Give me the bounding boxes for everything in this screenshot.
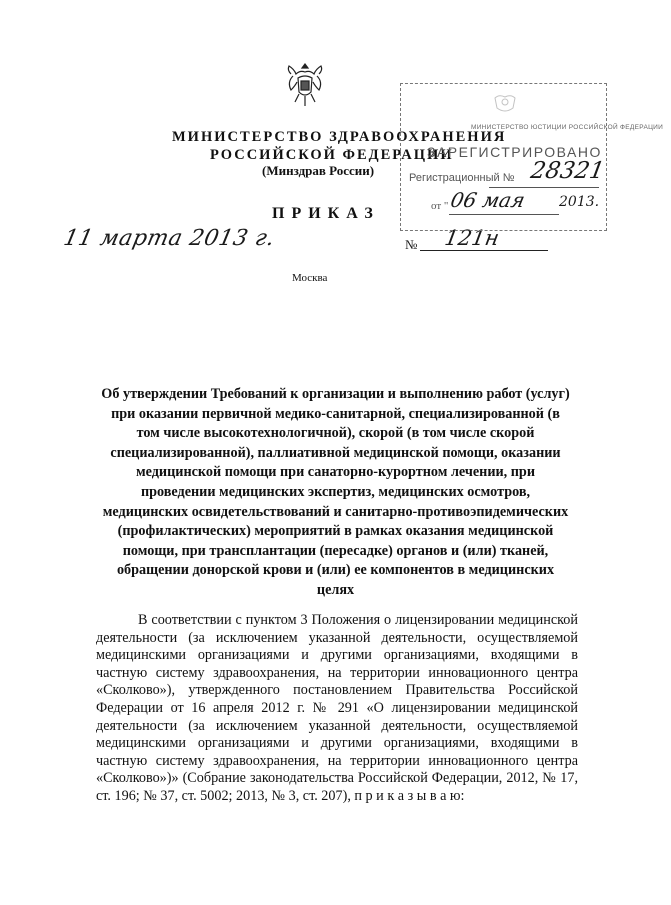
stamp-year: 2013. — [559, 194, 600, 210]
city: Москва — [292, 272, 328, 284]
stamp-reg-number-label: Регистрационный № — [409, 172, 515, 184]
order-number-underline — [420, 250, 548, 251]
stamp-header: МИНИСТЕРСТВО ЮСТИЦИИ РОССИЙСКОЙ ФЕДЕРАЦИИ — [471, 124, 664, 131]
stamp-date-underline — [449, 214, 559, 215]
body-paragraph: В соответствии с пунктом 3 Положения о лицензировании медицинской деятельности (за исключением указанной деятельности, осуществляемой медицинскими организациями и другими организациями, входящими в частную систему здравоохранения, на территории инновационного центра «Сколково»), утвержденного постановлением Правительства Российской Федерации от 16 апреля 2012 г. № 291 «О лицензировании медицинской деятельности (за исключением указанной деятельности, осуществляемой медицинскими организациями и другими организациями, входящими в частную систему здравоохранения, на территории инновационного центра «Сколково»)» (Собрание законодательства Российской Федерации, 2012, № 17, ст. 196; № 37, ст. 5002; 2013, № 3, ст. 207), п р и к а з ы в а ю: — [96, 612, 578, 804]
order-number-handwritten: 121н — [442, 226, 502, 250]
document-body — [96, 612, 578, 806]
document-type: ПРИКАЗ — [272, 205, 380, 222]
registration-stamp — [400, 83, 664, 231]
document-title: Об утверждении Требований к организации и выполнению работ (услуг) при оказании первичной медико-санитарной, специализированной (в том числе высокотехнологичной), скорой (в том числе скорой специализированной), паллиативной медицинской помощи, оказании медицинской помощи при санаторно-курортном лечении, при проведении медицинских экспертиз, медицинских осмотров, медицинских освидетельствований и санитарно-противоэпидемических (профилактических) мероприятий в рамках оказания медицинской помощи, при трансплантации (пересадке) органов и (или) тканей, обращении донорской крови и (или) ее компонентов в медицинских целях — [101, 386, 570, 598]
order-date-handwritten: 11 марта 2013 г. — [61, 226, 278, 251]
stamp-date-label: от " — [431, 200, 449, 212]
stamp-reg-number: 28321 — [528, 158, 607, 184]
order-number-label: № — [405, 237, 418, 252]
ministry-short-name: (Минздрав России) — [262, 163, 375, 178]
ministry-name-line1: МИНИСТЕРСТВО ЗДРАВООХРАНЕНИЯ — [172, 129, 507, 145]
coat-of-arms-icon — [283, 60, 327, 110]
stamp-date-value: 06 мая — [448, 188, 528, 212]
ministry-name-line2: РОССИЙСКОЙ ФЕДЕРАЦИИ — [210, 147, 454, 163]
stamp-registered: ЗАРЕГИСТРИРОВАНО — [427, 144, 602, 160]
stamp-emblem-icon — [491, 90, 519, 116]
